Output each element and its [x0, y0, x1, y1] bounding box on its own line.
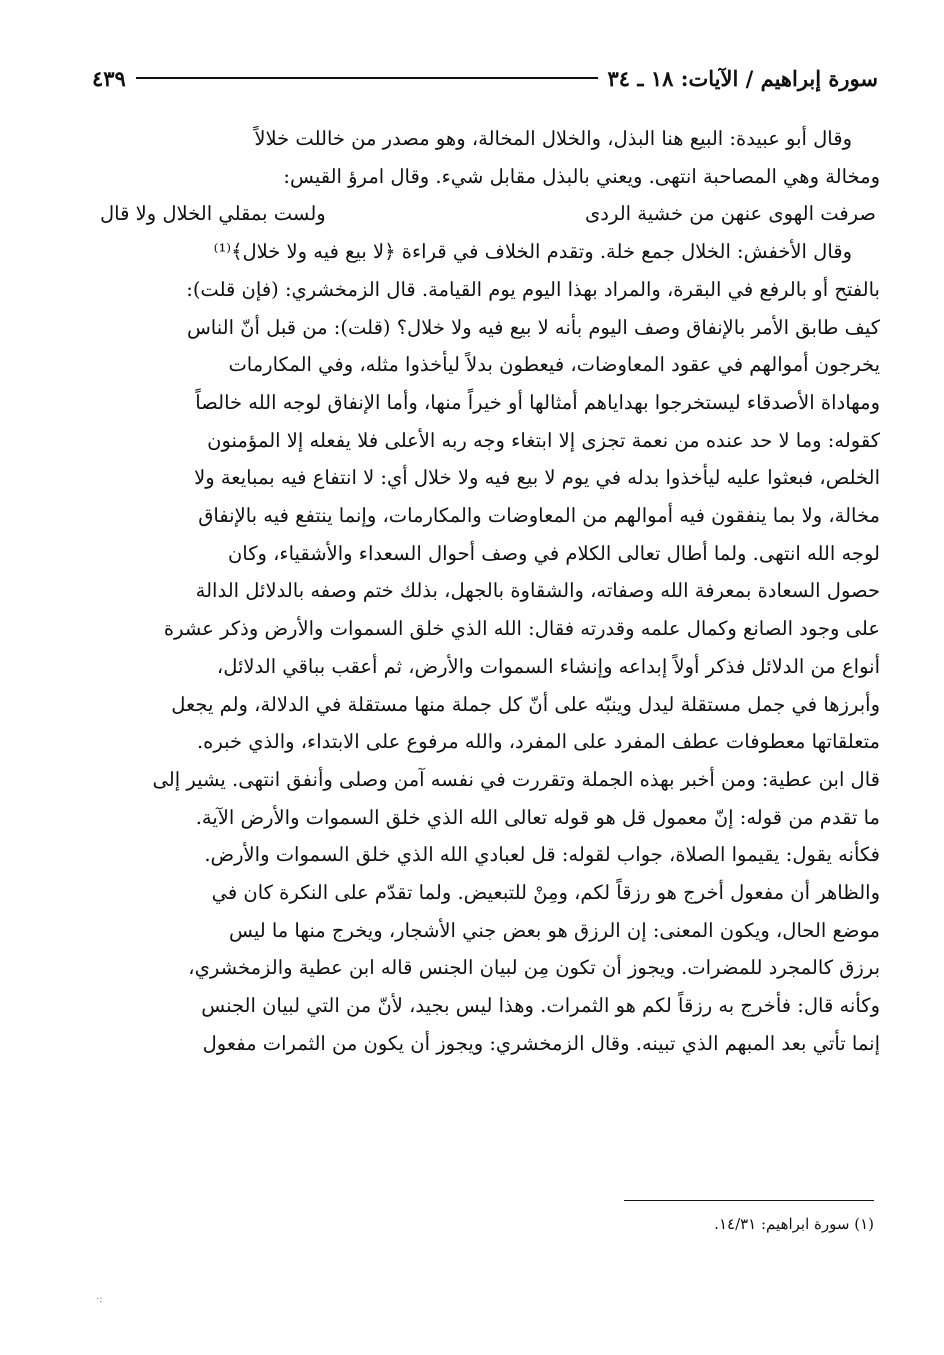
text-line: ومخالة وهي المصاحبة انتهى. ويعني بالبذل مقابل شيء. وقال امرؤ القيس:	[283, 164, 880, 188]
text-line: وقال أبو عبيدة: البيع هنا البذل، والخلال المخالة، وهو مصدر من خاللت خلالاً	[254, 127, 852, 150]
text-line: متعلقاتها معطوفات عطف المفرد على المفرد، والله مرفوع على الابتداء، والذي خبره.	[196, 730, 880, 754]
text-line: وكأنه قال: فأخرج به رزقاً لكم هو الثمرات. وهذا ليس بجيد، لأنّ من التي لبيان الجنس	[201, 994, 880, 1018]
text-line: الخلص، فبعثوا عليه ليأخذوا بدله في يوم لا بيع فيه ولا خلال أي: لا انتفاع فيه بمبايعة ولا	[194, 466, 880, 490]
text-line: على وجود الصانع وكمال علمه وقدرته فقال: الله الذي خلق السموات والأرض وذكر عشرة	[163, 617, 880, 641]
text-line: موضع الحال، ويكون المعنى: إن الرزق هو بعض جني الأشجار، ويخرج منها ما ليس	[228, 918, 880, 942]
main-text	[96, 120, 880, 1063]
text-line: إنما تأتي بعد المبهم الذي تبينه. وقال الزمخشري: ويجوز أن يكون من الثمرات مفعول	[202, 1031, 880, 1055]
text-line: فكأنه يقول: يقيموا الصلاة، جواب لقوله: قل لعبادي الله الذي خلق السموات والأرض.	[204, 843, 880, 867]
text-line: ومهاداة الأصدقاء ليستخرجوا بهداياهم أمثالها أو خيراً منها، وأما الإنفاق لوجه الله خالصاً	[195, 390, 880, 414]
text-line: لوجه الله انتهى. ولما أطال تعالى الكلام في وصف أحوال السعداء والأشقياء، وكان	[227, 541, 880, 565]
scan-speck: ·:	[96, 1294, 103, 1305]
text-line: بالفتح أو بالرفع في البقرة، والمراد بهذا اليوم يوم القيامة. قال الزمخشري: (فإن قلت):	[186, 277, 880, 301]
text-line: كقوله: وما لا حد عنده من نعمة تجزى إلا ابتغاء وجه ربه الأعلى فلا يفعله إلا المؤمنون	[207, 428, 880, 452]
text-line: ما تقدم من قوله: إنّ معمول قل هو قوله تعالى الله الذي خلق السموات والأرض الآية.	[195, 805, 880, 829]
running-header	[92, 58, 878, 98]
header-rule	[136, 77, 598, 79]
chapter-title: سورة إبراهيم / الآيات: ١٨ ـ ٣٤	[607, 65, 878, 91]
poetry-verse	[96, 195, 880, 233]
text-line: والظاهر أن مفعول أخرج هو رزقاً لكم، ومِنْ للتبعيض. ولما تقدّم على النكرة كان في	[211, 881, 880, 905]
footnote: (١) سورة ابراهيم: ١٤/٣١.	[714, 1215, 874, 1233]
verse-second-hemistich: ولست بمقلي الخلال ولا قال	[100, 202, 326, 226]
page-number: ٤٣٩	[92, 65, 126, 91]
text-line: يخرجون أموالهم في عقود المعاوضات، فيعطون بدلاً ليأخذوا مثله، وفي المكارمات	[228, 353, 880, 377]
footnote-separator	[624, 1200, 874, 1201]
text-line: مخالة، ولا بما ينفقون فيه أموالهم من المعاوضات والمكارمات، وإنما ينتفع فيه بالإنفاق	[198, 504, 880, 528]
verse-first-hemistich: صرفت الهوى عنهن من خشية الردى	[585, 202, 876, 226]
text-line: كيف طابق الأمر بالإنفاق وصف اليوم بأنه لا بيع فيه ولا خلال؟ (قلت): من قبل أنّ الناس	[187, 315, 880, 339]
text-line: قال ابن عطية: ومن أخبر بهذه الجملة وتقررت في نفسه آمن وصلى وأنفق انتهى. يشير إلى	[152, 767, 880, 791]
text-line: وأبرزها في جمل مستقلة ليدل وينبّه على أنّ كل جملة منها مستقلة في الدلالة، ولم يجعل	[171, 692, 880, 716]
text-line: وقال الأخفش: الخلال جمع خلة. وتقدم الخلاف في قراءة ﴿لا بيع فيه ولا خلال﴾⁽¹⁾	[213, 240, 852, 264]
text-line: برزق كالمجرد للمضرات. ويجوز أن تكون مِن لبيان الجنس قاله ابن عطية والزمخشري،	[188, 956, 880, 980]
text-line: حصول السعادة بمعرفة الله وصفاته، والشقاوة بالجهل، بذلك ختم وصفه بالدلائل الدالة	[195, 579, 880, 603]
text-line: أنواع من الدلائل فذكر أولاً إبداعه وإنشاء السموات والأرض، ثم أعقب بباقي الدلائل،	[216, 654, 880, 678]
